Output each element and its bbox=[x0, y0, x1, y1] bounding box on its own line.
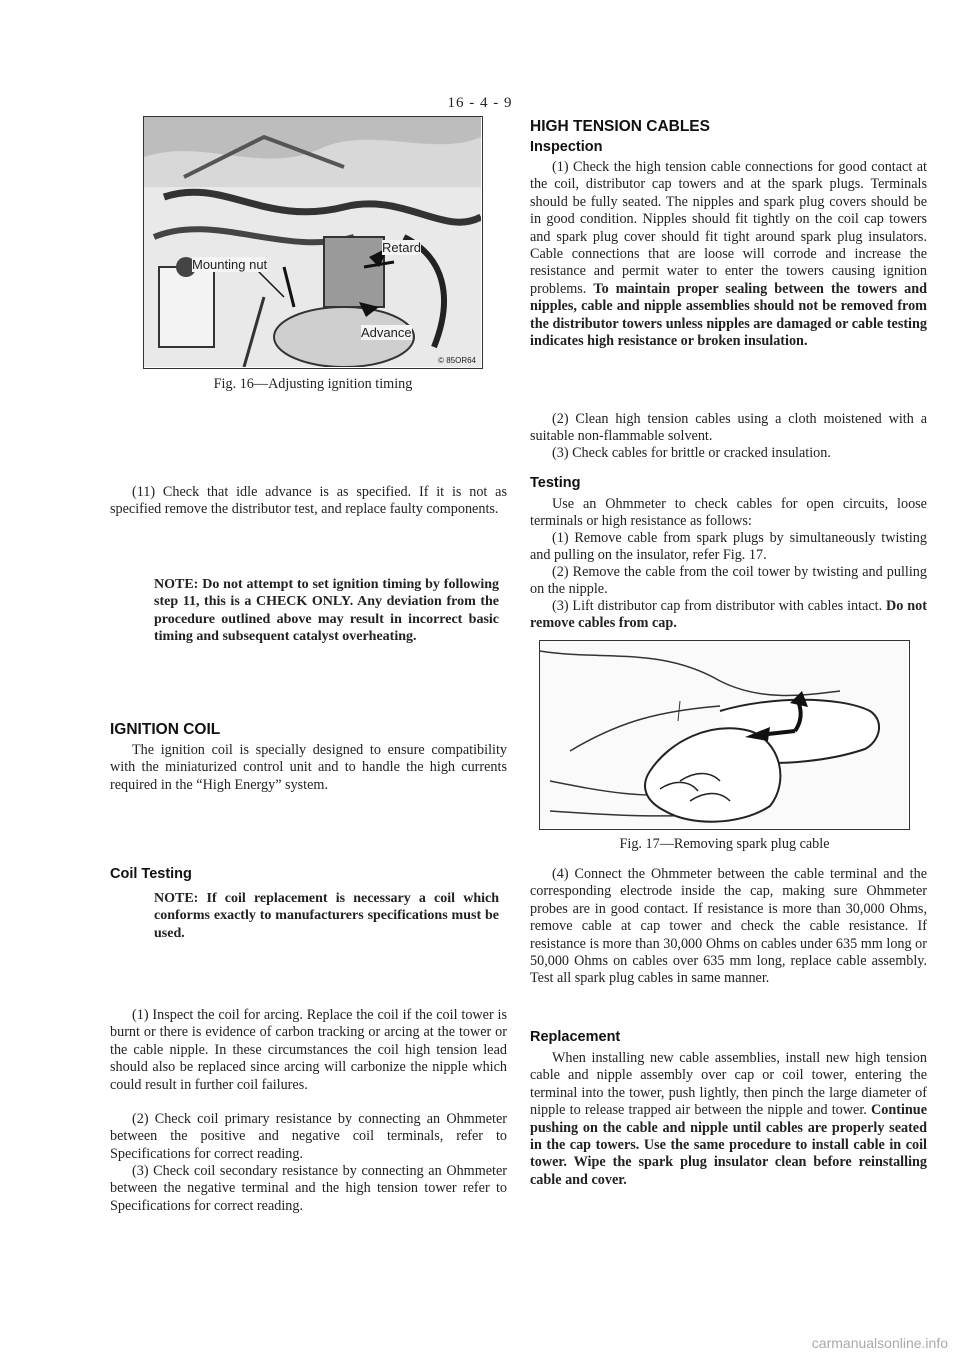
inspection-step-1-bold: To maintain proper sealing between the towers and nipples, cable and nipple assemblies should not be removed from the distributor towers unless nipples are damaged or cable testing indicates high resistance or broken insulation. bbox=[530, 280, 927, 350]
testing-step-1: (1) Remove cable from spark plugs by simultaneously twisting and pulling on the insulator, refer Fig. 17. bbox=[530, 530, 927, 564]
figure-17-spark-plug-cable bbox=[539, 640, 910, 830]
testing-intro: Use an Ohmmeter to check cables for open circuits, loose terminals or high resistance as follows: bbox=[530, 496, 927, 530]
coil-step-1: (1) Inspect the coil for arcing. Replace the coil if the coil tower is burnt or there is evidence of carbon tracking or arcing at the tower or the cable nipple. In these circumstances the coil high tension lead should also be replaced since arcing will carbonize the nipple which could result in further coil failures. bbox=[110, 1007, 507, 1093]
note-coil-replacement bbox=[110, 890, 499, 942]
testing-step-3 bbox=[530, 598, 927, 633]
inspection-step-3: (3) Check cables for brittle or cracked insulation. bbox=[552, 445, 831, 461]
heading-high-tension-cables: HIGH TENSION CABLES bbox=[530, 118, 710, 135]
page-number: 16 - 4 - 9 bbox=[447, 95, 513, 111]
heading-testing: Testing bbox=[530, 475, 581, 491]
heading-ignition-coil: IGNITION COIL bbox=[110, 721, 221, 738]
testing-step-4: (4) Connect the Ohmmeter between the cable terminal and the corresponding electrode inside the cap, making sure Ohmmeter probes are in good contact. If resistance is more than 30,000 Ohms, remove cable at cap tower and check the cable resistance. If resistance is more than 30,000 Ohms on cables under 635 mm long or 50,000 Ohms on cables over 635 mm long, replace cable assembly. Test all spark plug cables in same manner. bbox=[530, 866, 927, 987]
figure-16-ignition-timing bbox=[143, 116, 483, 369]
replacement-paragraph bbox=[530, 1050, 927, 1189]
engine-photo-illustration bbox=[144, 117, 481, 367]
replacement-bold: Continue pushing on the cable and nipple until cables are properly seated in the cap towers. Use the same procedure to install cable in coil tower. Wipe the spark plug insulator clean before reinstalling cable and cover. bbox=[530, 1102, 927, 1188]
ignition-coil-paragraph: The ignition coil is specially designed to ensure compatibility with the miniaturized control unit and to handle the high currents required in the “High Energy” system. bbox=[110, 742, 507, 793]
note-text: If coil replacement is necessary a coil which conforms exactly to manufacturers specifications must be used. bbox=[154, 891, 499, 941]
heading-replacement: Replacement bbox=[530, 1029, 621, 1045]
coil-step-3: (3) Check coil secondary resistance by connecting an Ohmmeter between the negative terminal and the high tension tower refer to Specifications for correct reading. bbox=[110, 1163, 507, 1214]
testing-step-2: (2) Remove the cable from the coil tower by twisting and pulling on the nipple. bbox=[530, 564, 927, 598]
note-text: Do not attempt to set ignition timing by following step 11, this is a CHECK ONLY. Any deviation from the procedure outlined above may result in incorrect basic timing and subsequent catalyst overheating. bbox=[154, 577, 500, 645]
coil-step-2: (2) Check coil primary resistance by connecting an Ohmmeter between the positive and negative coil terminals, refer to Specifications for correct reading. bbox=[110, 1111, 507, 1162]
testing-step-3-bold: Do not remove cables from cap. bbox=[530, 598, 927, 632]
note-label: NOTE: bbox=[154, 577, 199, 592]
label-advance: Advance bbox=[361, 325, 412, 340]
inspection-step-1 bbox=[530, 159, 927, 350]
figure-16-caption: Fig. 16—Adjusting ignition timing bbox=[213, 376, 413, 392]
step-11: (11) Check that idle advance is as specified. If it is not as specified remove the distributor test, and replace faulty components. bbox=[110, 484, 507, 518]
inspection-step-1-text: (1) Check the high tension cable connections for good contact at the coil, distributor cap towers and at the spark plugs. Terminals should be fully seated. The nipples and spark plug covers should be in good condition. Nipples should fit tightly on the coil cap towers and spark plug cover should fit tight around spark plug insulators. Cable connections that are loose will corrode and increase the resistance and permit water to enter the towers causing ignition problems. bbox=[530, 159, 927, 297]
label-retard: Retard bbox=[382, 240, 422, 255]
note-label: NOTE: bbox=[154, 891, 199, 906]
heading-inspection: Inspection bbox=[530, 139, 603, 155]
testing-step-3-text: (3) Lift distributor cap from distributor with cables intact. bbox=[552, 598, 883, 614]
inspection-step-2: (2) Clean high tension cables using a cloth moistened with a suitable non-flammable solvent. bbox=[530, 411, 927, 445]
hand-removing-cable-illustration bbox=[540, 641, 908, 828]
figure-17-caption: Fig. 17—Removing spark plug cable bbox=[619, 836, 830, 852]
heading-coil-testing: Coil Testing bbox=[110, 866, 192, 882]
replacement-text: When installing new cable assemblies, install new high tension cable and nipple assembly over cap or coil tower, entering the terminal into the tower, push lightly, then pinch the large diameter of nipple to release trapped air between the nipple and tower. bbox=[530, 1050, 927, 1119]
note-check-only bbox=[110, 576, 499, 646]
footer-watermark: carmanualsonline.info bbox=[811, 1335, 948, 1351]
label-mounting-nut: Mounting nut bbox=[192, 257, 268, 272]
label-figure-code: © 85OR64 bbox=[438, 356, 476, 365]
